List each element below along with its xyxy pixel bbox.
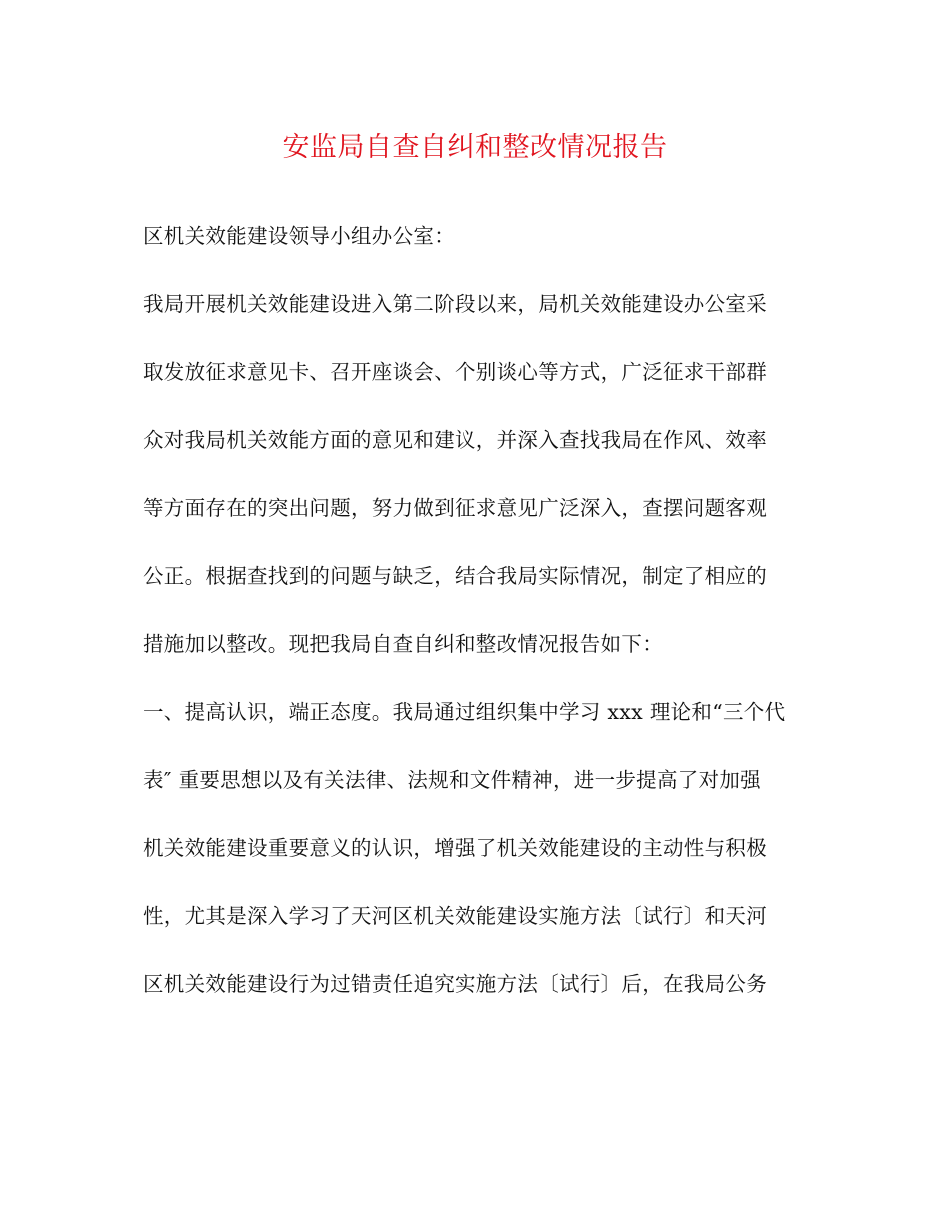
- body-line-9: 机关效能建设重要意义的认识，增强了机关效能建设的主动性与积极: [143, 836, 767, 860]
- salutation-line: 区机关效能建设领导小组办公室：: [143, 224, 455, 248]
- body-line-4: 等方面存在的突出问题，努力做到征求意见广泛深入，查摆问题客观: [143, 496, 767, 520]
- body-line-10: 性，尤其是深入学习了天河区机关效能建设实施方法〔试行〕和天河: [143, 904, 767, 928]
- body-line-8: 表″ 重要思想以及有关法律、法规和文件精神，进一步提高了对加强: [143, 768, 761, 792]
- body-line-2: 取发放征求意见卡、召开座谈会、个别谈心等方式，广泛征求干部群: [143, 360, 767, 384]
- document-title: 安监局自查自纠和整改情况报告: [282, 132, 668, 163]
- body-line-3: 众对我局机关效能方面的意见和建议，并深入查找我局在作风、效率: [143, 428, 767, 452]
- body-line-11: 区机关效能建设行为过错责任追究实施方法〔试行〕后，在我局公务: [143, 972, 767, 996]
- body-line-6: 措施加以整改。现把我局自查自纠和整改情况报告如下：: [143, 632, 663, 656]
- body-line-5: 公正。根据查找到的问题与缺乏，结合我局实际情况，制定了相应的: [143, 564, 767, 588]
- body-line-1: 我局开展机关效能建设进入第二阶段以来，局机关效能建设办公室采: [143, 292, 767, 316]
- body-line-7: 一、提高认识，端正态度。我局通过组织集中学习 xxx 理论和“三个代: [143, 700, 786, 724]
